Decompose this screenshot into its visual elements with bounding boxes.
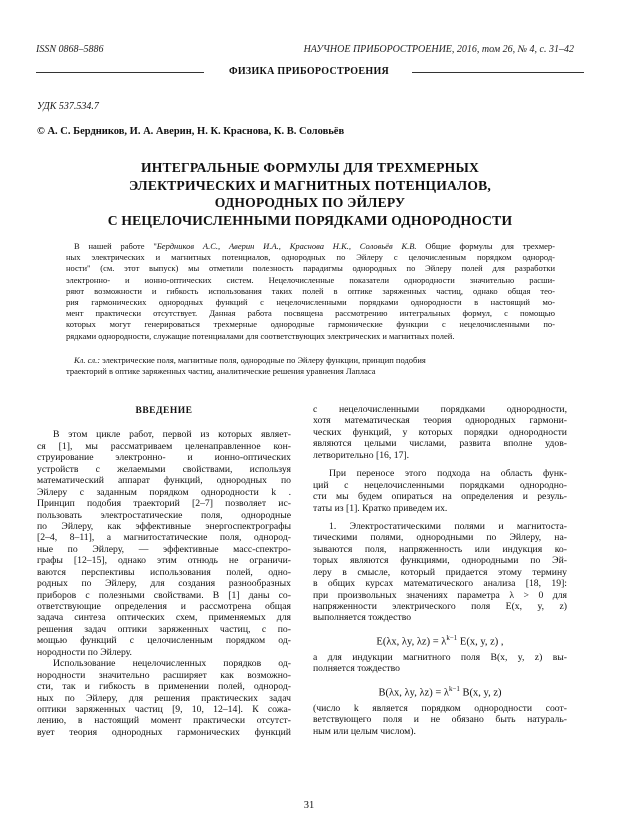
abstract-suffix: Общие формулы для трехмер- xyxy=(416,241,555,251)
text-line: хотя математическая теория однородных гармони- xyxy=(313,415,567,427)
text-line: [2–4, 8–11], а магнитостатические поля, однород- xyxy=(37,532,291,544)
text-line: в общих курсах математического анализа [18, 19]: xyxy=(313,578,567,590)
left-column xyxy=(37,404,291,738)
title-line: С НЕЦЕЛОЧИСЛЕННЫМИ ПОРЯДКАМИ ОДНОРОДНОСТИ xyxy=(107,212,513,228)
text-line: 1. Электростатическими полями и магнитоста- xyxy=(329,520,567,532)
text-line: при произвольных значениях параметра λ > 0 для xyxy=(313,589,567,601)
text-line: тическими полями, однородными по Эйлеру, на- xyxy=(313,532,567,544)
text-line: сти мы будем опираться на определения и резуль- xyxy=(313,491,567,503)
text-line: родных по Эйлеру, для создания разнообразных xyxy=(37,578,291,590)
journal-issn: ISSN 0868–5886 xyxy=(36,44,104,55)
keywords-line xyxy=(66,355,555,366)
keywords xyxy=(66,355,555,377)
text-line: ваются перспективы использования полей, одно- xyxy=(37,566,291,578)
text-line: а для индукции магнитного поля B(x, y, z) вы- xyxy=(313,651,567,663)
text-line: нородности по Эйлеру. xyxy=(37,646,132,658)
section-heading: ФИЗИКА ПРИБОРОСТРОЕНИЯ xyxy=(228,66,390,77)
text-line: (число k является порядком однородности соот- xyxy=(313,702,567,714)
abstract-line: которых могут генерироваться трехмерные однородные гармонические функции с нецелочисленными по- xyxy=(66,319,555,330)
text-line: В этом цикле работ, первой из которых являет- xyxy=(53,429,291,441)
text-line: являются целыми числами, развита вполне удов- xyxy=(313,438,567,450)
right-column-text xyxy=(313,521,567,624)
title-line: ИНТЕГРАЛЬНЫЕ ФОРМУЛЫ ДЛЯ ТРЕХМЕРНЫХ xyxy=(140,160,480,175)
formula-magnetic-field: B(λx, λy, $\lambda z) = \lambda^{k-1}$ B(x, y, z) xyxy=(378,684,502,699)
text-line: решения задач оптики заряженных частиц, с по- xyxy=(37,623,291,635)
keywords-label: Кл. сл.: xyxy=(74,355,101,365)
abstract-line: рия гармонических однородных функций с нецелочисленными порядками однородности в настоящий мо- xyxy=(66,297,555,308)
text-line: ветствующего поля и не обязано быть натураль- xyxy=(313,714,567,726)
text-line: напряженности электрического поля E(x, y, z) xyxy=(313,601,567,612)
text-line: Эйлеру с заданным порядком однородности k . xyxy=(37,486,291,498)
abstract-line: ности" (см. этот выпуск) мы отметили полезность парадигмы однородных по Эйлеру полей для разработки xyxy=(66,263,555,274)
text-line: струирование электронно- и ионно-оптических xyxy=(37,452,291,464)
text-line: ным или целым числом). xyxy=(313,725,416,737)
abstract xyxy=(66,241,555,342)
paper-title xyxy=(40,159,580,229)
paragraph-gap xyxy=(313,461,567,468)
text-line: нородности значительно расширяет как возможно- xyxy=(37,669,291,681)
section-rule-right xyxy=(412,72,584,73)
text-line: по Эйлеру, как эффективные энергоспектрографы xyxy=(37,520,291,532)
text-line: выполняется тождество xyxy=(313,612,412,624)
abstract-line: мент практически отсутствует. Данная работа посвящена рассмотрению интегральных формул, с помощью xyxy=(66,308,555,319)
abstract-line: рядками однородности, служащие потенциалами для соответствующих электрических и магнитных полей. xyxy=(66,330,455,341)
text-line: устройств с желаемыми свойствами, используя xyxy=(37,463,291,475)
text-line: летворительно [16, 17]. xyxy=(313,449,410,461)
text-line: ческих функций, у которых порядки однородности xyxy=(313,426,567,438)
abstract-line: ряют возможности и гибкость использования таких полей в оптике заряженных частиц, однако общая тео- xyxy=(66,285,555,296)
keywords-text: электрические поля, магнитные поля, однородные по Эйлеру функции, принцип подобия xyxy=(100,355,426,365)
left-column-text xyxy=(37,429,291,738)
text-line: графы [12–15], однако этим отнюдь не ограничи- xyxy=(37,555,291,567)
text-line: ных по Эйлеру, для решения практических задач xyxy=(37,692,291,704)
abstract-reference-authors: Бердников А.С., Аверин И.А., Краснова Н.К., Соловьёв К.В. xyxy=(156,241,417,251)
text-line: ные по Эйлеру, — эффективные масс-спектро- xyxy=(37,543,291,555)
title-line: ОДНОРОДНЫХ ПО ЭЙЛЕРУ xyxy=(214,195,406,210)
text-line: приборов с полезными свойствами. В [1] даны со- xyxy=(37,589,291,601)
paragraph-gap xyxy=(313,514,567,521)
right-column-text xyxy=(313,652,567,675)
text-line: Использование нецелочисленных порядков од- xyxy=(53,658,291,670)
text-line: вует теория однородных гармонических функций xyxy=(37,726,291,738)
right-column-text xyxy=(313,404,567,461)
text-line: математический аппарат функций, однородных по xyxy=(37,475,291,487)
text-line: леру в смысле, который придается этому термину xyxy=(313,566,567,578)
text-line: При переносе этого подхода на область функ- xyxy=(329,468,567,480)
abstract-line xyxy=(66,241,555,252)
abstract-line: электронно- и ионно-оптических систем. Нецелочисленные показатели однородности значительно расши- xyxy=(66,274,555,285)
title-line: ЭЛЕКТРИЧЕСКИХ И МАГНИТНЫХ ПОТЕНЦИАЛОВ, xyxy=(128,177,492,193)
text-line: ответствующие определения и рассмотрена общая xyxy=(37,601,291,613)
text-line: пользовать электростатические поля, однородные xyxy=(37,509,291,521)
text-line: оптики заряженных частиц [9, 10, 12–14]. К сожа- xyxy=(37,703,291,715)
text-line: мощью функций с целочисленным порядком од- xyxy=(37,635,291,647)
text-line: Принцип подобия траекторий [2–7] позволяет ис- xyxy=(37,498,291,510)
formula-electric-field: E(λx, λy, $\lambda z) = \lambda^{k-1}$ E(x, y, z) , xyxy=(376,633,504,648)
keywords-line: траекторий в оптике заряженных частиц, аналитические решения уравнения Лапласа xyxy=(66,366,376,377)
journal-citation: НАУЧНОЕ ПРИБОРОСТРОЕНИЕ, 2016, том 26, № 4, с. 31–42 xyxy=(303,44,574,55)
text-line: зываются поля, напряженность или индукция ко- xyxy=(313,543,567,555)
text-line: ций с нецелочисленными порядками однородно- xyxy=(313,479,567,491)
text-line: лению, в настоящий момент практически отсутст- xyxy=(37,715,291,727)
udk-code: УДК 537.534.7 xyxy=(37,101,99,112)
right-column-text xyxy=(313,468,567,514)
abstract-prefix: В нашей работе " xyxy=(74,241,157,251)
page-number: 31 xyxy=(303,800,315,811)
text-line: ся [1], мы рассматриваем целенаправленное кон- xyxy=(37,440,291,452)
abstract-line: ных электрических и магнитных потенциалов, однородных по Эйлеру с целочисленным порядком однород- xyxy=(66,252,555,263)
text-line: сти, так и гибкость в применении полей, однород- xyxy=(37,681,291,693)
introduction-heading: ВВЕДЕНИЕ xyxy=(135,406,193,416)
text-line: полняется тождество xyxy=(313,663,400,675)
text-line: задача синтеза оптических схем, применяемых для xyxy=(37,612,291,624)
right-column-text xyxy=(313,703,567,737)
text-line: таты из [1]. Кратко приведем их. xyxy=(313,502,448,514)
author-list: © А. С. Бердников, И. А. Аверин, Н. К. Краснова, К. В. Соловьёв xyxy=(37,126,345,137)
text-line: с нецелочисленными порядками однородности, xyxy=(313,404,567,415)
text-line: торых являются функциями, однородными по Эй- xyxy=(313,555,567,567)
right-column xyxy=(313,404,567,737)
